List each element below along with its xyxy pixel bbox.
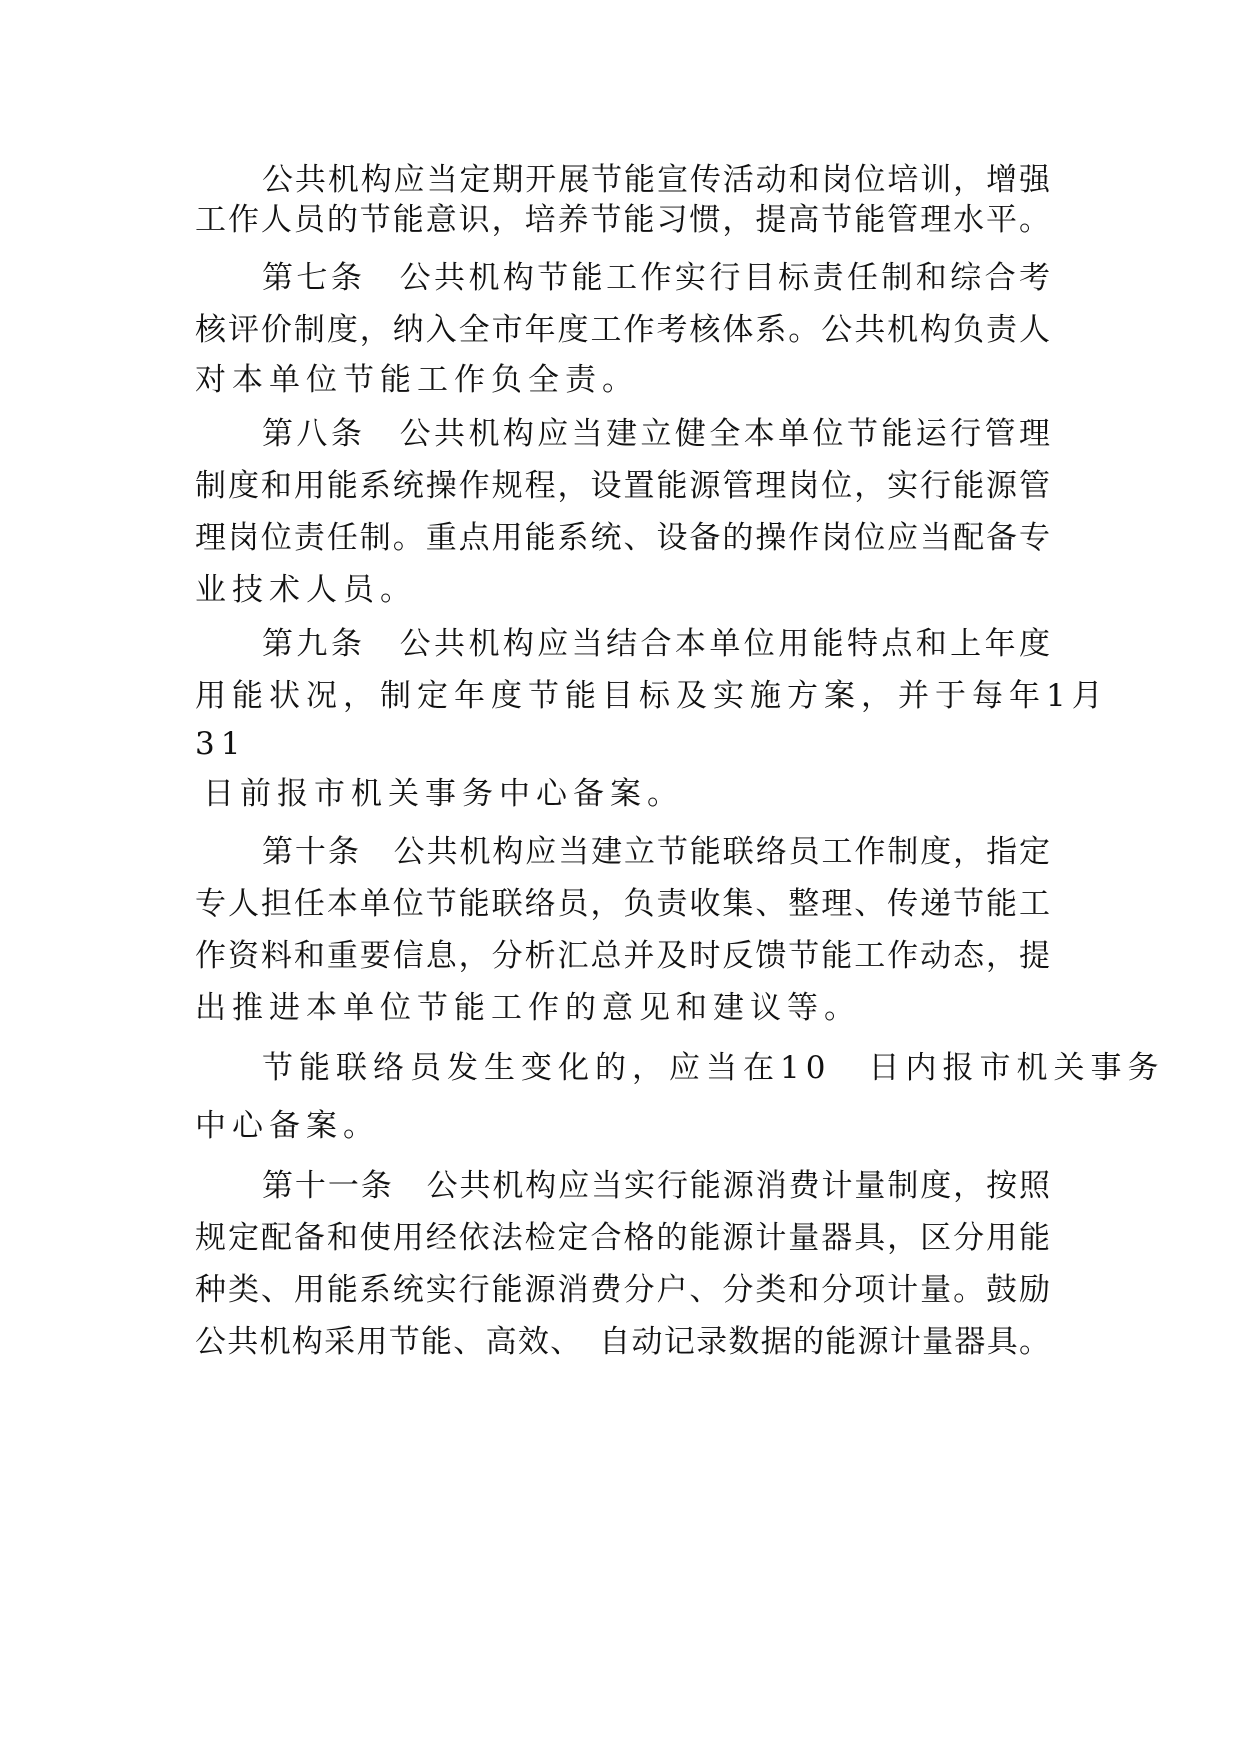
article-9-heading-line: 第九条 公共机构应当结合本单位用能特点和上年度 — [262, 626, 1050, 662]
text-line: 公共机构应当定期开展节能宣传活动和岗位培训，增强 — [262, 162, 1050, 198]
text-line: 节能联络员发生变化的，应当在10 日内报市机关事务 — [262, 1050, 1165, 1086]
article-8-heading-line: 第八条 公共机构应当建立健全本单位节能运行管理 — [262, 416, 1050, 452]
article-10-heading-line: 第十条 公共机构应当建立节能联络员工作制度，指定 — [262, 834, 1050, 870]
text-line: 核评价制度，纳入全市年度工作考核体系。公共机构负责人 — [195, 312, 1050, 348]
text-line: 制度和用能系统操作规程，设置能源管理岗位，实行能源管 — [195, 468, 1050, 504]
text-line: 对本单位节能工作负全责。 — [195, 362, 639, 398]
text-line: 出推进本单位节能工作的意见和建议等。 — [195, 990, 861, 1026]
text-line: 日前报市机关事务中心备案。 — [203, 776, 684, 812]
text-line: 规定配备和使用经依法检定合格的能源计量器具，区分用能 — [195, 1220, 1050, 1256]
text-line: 工作人员的节能意识，培养节能习惯，提高节能管理水平。 — [195, 202, 1050, 238]
text-line: 公共机构采用节能、高效、 自动记录数据的能源计量器具。 — [195, 1324, 1050, 1360]
text-line: 专人担任本单位节能联络员，负责收集、整理、传递节能工 — [195, 886, 1050, 922]
text-line: 种类、用能系统实行能源消费分户、分类和分项计量。鼓励 — [195, 1272, 1050, 1308]
article-7-heading-line: 第七条 公共机构节能工作实行目标责任制和综合考 — [262, 260, 1050, 296]
text-line: 31 — [195, 726, 247, 762]
text-line: 中心备案。 — [195, 1108, 380, 1144]
text-line: 用能状况，制定年度节能目标及实施方案，并于每年1月 — [195, 678, 1109, 714]
text-line: 理岗位责任制。重点用能系统、设备的操作岗位应当配备专 — [195, 520, 1050, 556]
text-line: 业技术人员。 — [195, 572, 417, 608]
article-11-heading-line: 第十一条 公共机构应当实行能源消费计量制度，按照 — [262, 1168, 1050, 1204]
text-line: 作资料和重要信息，分析汇总并及时反馈节能工作动态，提 — [195, 938, 1050, 974]
